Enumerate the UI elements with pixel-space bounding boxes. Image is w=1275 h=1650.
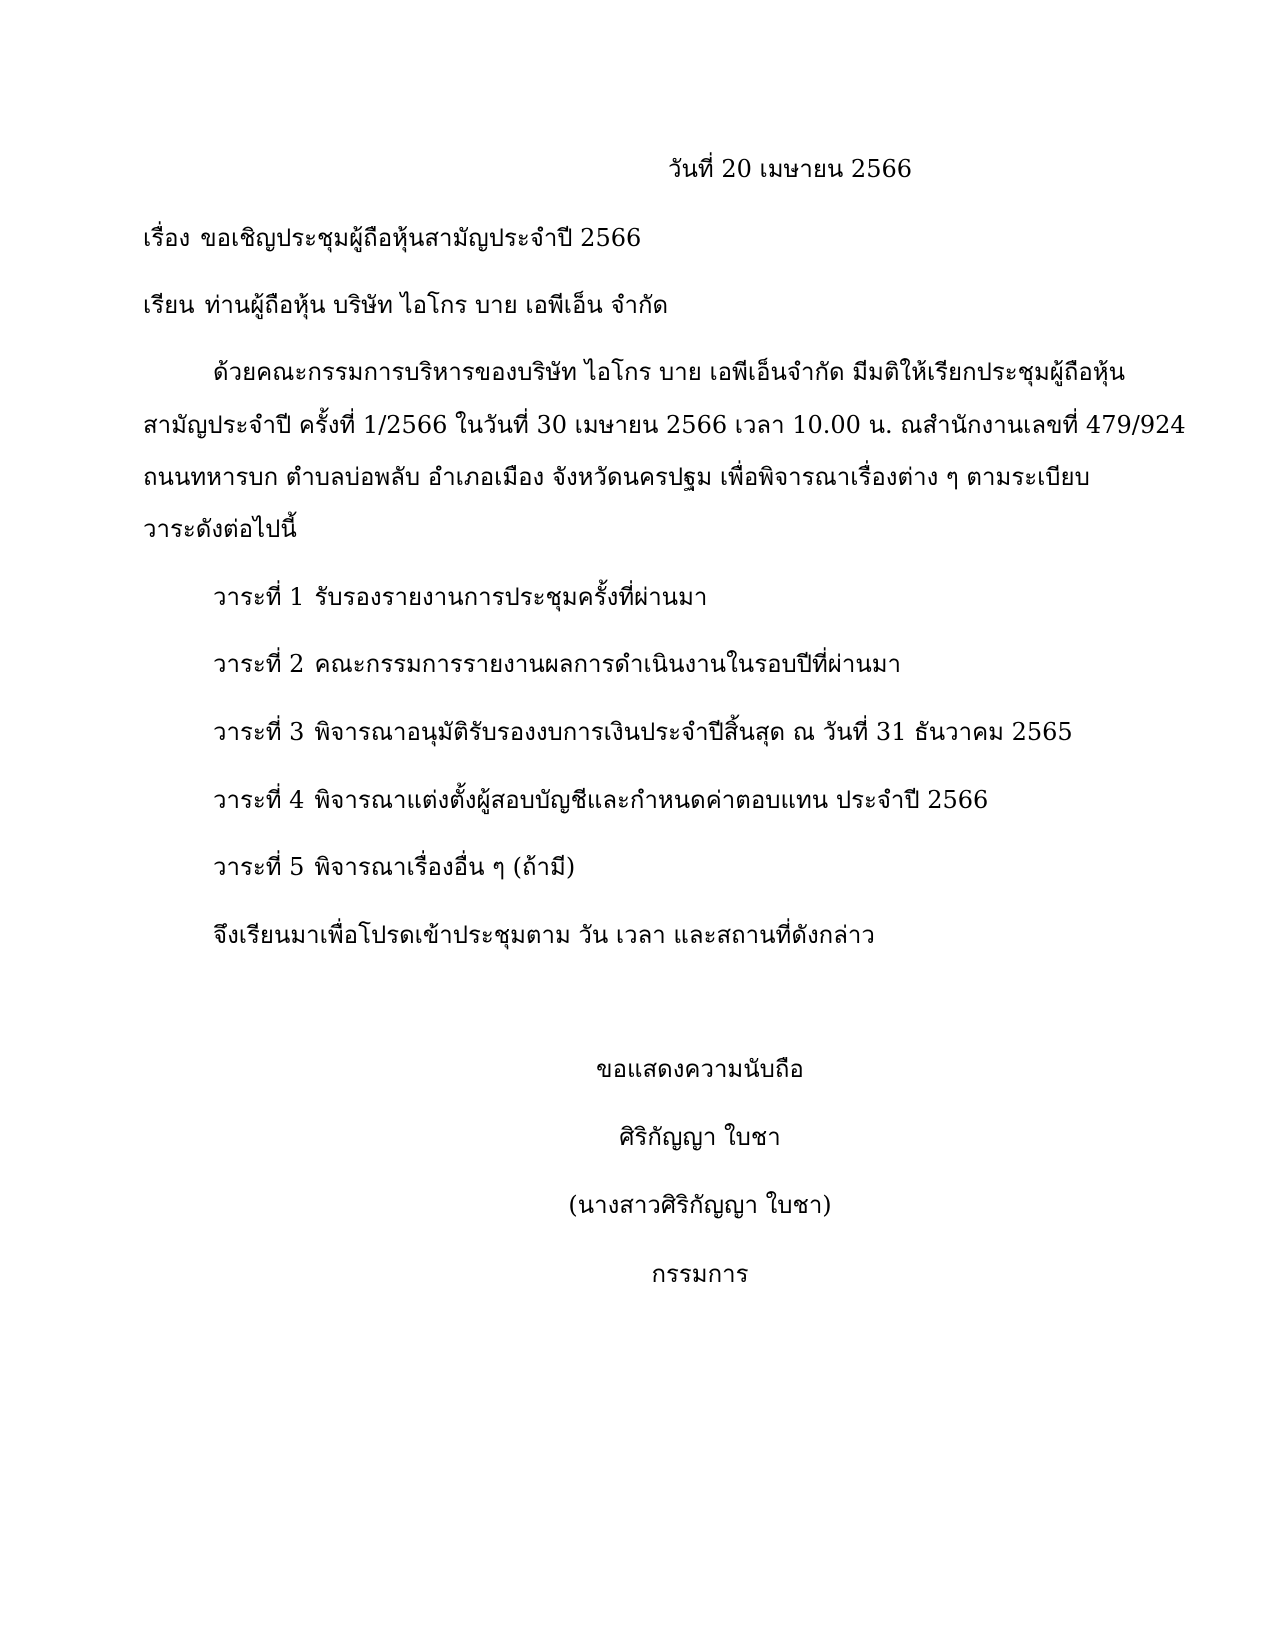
- recipient-line: [143, 288, 668, 322]
- signer-position: กรรมการ: [651, 1260, 749, 1288]
- agenda-item: [213, 580, 707, 614]
- agenda-label: วาระที่ 3: [213, 718, 305, 746]
- agenda-text: พิจารณาอนุมัติรับรองงบการเงินประจำปีสิ้นสุด ณ วันที่ 31 ธันวาคม 2565: [314, 718, 1073, 746]
- body-line-2: สามัญประจำปี ครั้งที่ 1/2566 ในวันที่ 30 เมษายน 2566 เวลา 10.00 น. ณสำนักงานเลขที่ 479/924: [143, 411, 1186, 439]
- body-line-1: ด้วยคณะกรรมการบริหารของบริษัท ไอโกร บาย เอพีเอ็นจำกัด มีมติให้เรียกประชุมผู้ถือหุ้น: [213, 358, 1125, 386]
- letter-date: วันที่ 20 เมษายน 2566: [668, 155, 912, 183]
- body-line-3: ถนนทหารบก ตำบลบ่อพลับ อำเภอเมือง จังหวัดนครปฐม เพื่อพิจารณาเรื่องต่าง ๆ ตามระเบียบ: [143, 463, 1090, 491]
- closing-regards: ขอแสดงความนับถือ: [596, 1055, 804, 1083]
- closing-line: จึงเรียนมาเพื่อโปรดเข้าประชุมตาม วัน เวลา และสถานที่ดังกล่าว: [213, 921, 875, 949]
- agenda-label: วาระที่ 4: [213, 786, 305, 814]
- agenda-label: วาระที่ 5: [213, 853, 305, 881]
- body-line-4: วาระดังต่อไปนี้: [143, 515, 297, 543]
- agenda-item: [213, 850, 575, 884]
- subject-text: ขอเชิญประชุมผู้ถือหุ้นสามัญประจำปี 2566: [200, 224, 642, 252]
- agenda-label: วาระที่ 1: [213, 583, 305, 611]
- agenda-item: [213, 783, 988, 817]
- agenda-text: คณะกรรมการรายงานผลการดำเนินงานในรอบปีที่ผ่านมา: [314, 650, 902, 678]
- agenda-item: [213, 647, 901, 681]
- subject-label: เรื่อง: [143, 224, 191, 252]
- recipient-label: เรียน: [143, 291, 195, 319]
- recipient-text: ท่านผู้ถือหุ้น บริษัท ไอโกร บาย เอพีเอ็น จำกัด: [204, 291, 669, 319]
- subject-line: [143, 221, 641, 255]
- agenda-item: [213, 715, 1073, 749]
- agenda-text: รับรองรายงานการประชุมครั้งที่ผ่านมา: [314, 583, 708, 611]
- agenda-label: วาระที่ 2: [213, 650, 305, 678]
- agenda-text: พิจารณาเรื่องอื่น ๆ (ถ้ามี): [314, 853, 576, 881]
- signer-full-name: (นางสาวศิริกัญญา ใบชา): [568, 1191, 832, 1219]
- signature-name: ศิริกัญญา ใบชา: [619, 1123, 781, 1151]
- agenda-text: พิจารณาแต่งตั้งผู้สอบบัญชีและกำหนดค่าตอบแทน ประจำปี 2566: [314, 786, 989, 814]
